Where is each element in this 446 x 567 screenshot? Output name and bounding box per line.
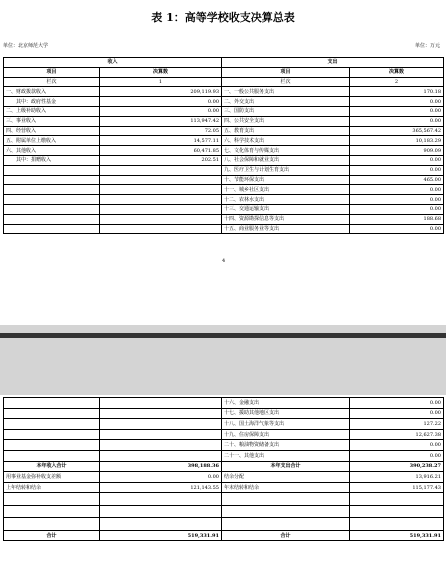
- expense-item-cell: 十八、国土海洋气象等支出: [222, 419, 350, 430]
- income-amount-cell: 72.05: [100, 126, 222, 136]
- expense-amount-cell: 12,627.38: [350, 429, 444, 440]
- expense-item-cell: 十三、交通运输支出: [222, 204, 350, 214]
- income-amount-cell: [100, 224, 222, 234]
- expense-amount-cell: 0.00: [350, 450, 444, 461]
- table-row: [4, 136, 444, 146]
- expense-item-cell: 十五、商业服务业等支出: [222, 224, 350, 234]
- expense-amount-cell: 0.00: [350, 204, 444, 214]
- income-item-cell: 用事业基金弥补收支差额: [4, 472, 100, 483]
- expense-amount-cell: 188.68: [350, 214, 444, 224]
- table-column-number-row: [4, 77, 444, 87]
- expense-item-cell: 十七、援助其他地区支出: [222, 408, 350, 419]
- income-item-cell: [4, 518, 100, 531]
- table-row: [4, 505, 444, 518]
- income-item-cell: 六、其他收入: [4, 146, 100, 156]
- income-amount-cell: [100, 450, 222, 461]
- table-row: [4, 224, 444, 234]
- table-row: [4, 204, 444, 214]
- income-item-cell: [4, 408, 100, 419]
- income-item-cell: [4, 493, 100, 506]
- income-amount-cell: [100, 440, 222, 451]
- budget-table-page-1: [3, 57, 444, 234]
- table-row: [4, 398, 444, 409]
- expense-item-cell: 十、节能环保支出: [222, 175, 350, 185]
- income-seq-label: 栏次: [4, 77, 100, 87]
- expense-amount-cell: 0.00: [350, 440, 444, 451]
- income-amount-cell: [100, 214, 222, 224]
- table-row: [4, 87, 444, 97]
- expense-item-cell: 十一、城乡社区支出: [222, 185, 350, 195]
- table-row: [4, 419, 444, 430]
- expense-amount-cell: 13,916.21: [350, 472, 444, 483]
- table-row: [4, 165, 444, 175]
- income-amount-cell: [100, 505, 222, 518]
- expense-seq-label: 栏次: [222, 77, 350, 87]
- expense-amount-cell: 0.00: [350, 165, 444, 175]
- expense-amount-cell: 10,183.29: [350, 136, 444, 146]
- expense-amount-cell: 0.00: [350, 398, 444, 409]
- income-item-cell: 一、财政拨款收入: [4, 87, 100, 97]
- expense-item-cell: 十六、金融支出: [222, 398, 350, 409]
- income-item-cell: [4, 450, 100, 461]
- expense-amount-cell: 170.18: [350, 87, 444, 97]
- income-item-cell: 合计: [4, 530, 100, 541]
- expense-item-cell: 二、外交支出: [222, 97, 350, 107]
- income-amount-cell: 121,143.55: [100, 482, 222, 493]
- expense-item-cell: 九、医疗卫生与计划生育支出: [222, 165, 350, 175]
- table-column-header: [4, 67, 444, 77]
- budget-table-page-2: [3, 397, 444, 541]
- table-row: [4, 408, 444, 419]
- expense-amount-cell: 0.00: [350, 116, 444, 126]
- table-row: [4, 493, 444, 506]
- table-row: [4, 440, 444, 451]
- currency-unit: 单位：万元: [414, 43, 440, 49]
- income-item-cell: [4, 224, 100, 234]
- income-amount-cell: [100, 175, 222, 185]
- table-row: [4, 185, 444, 195]
- expense-amount-header: 决算数: [350, 67, 444, 77]
- expense-amount-cell: 127.22: [350, 419, 444, 430]
- income-item-cell: [4, 175, 100, 185]
- table-row: [4, 195, 444, 205]
- income-amount-cell: [100, 408, 222, 419]
- income-amount-cell: 209,119.93: [100, 87, 222, 97]
- income-amount-cell: [100, 185, 222, 195]
- table-row: [4, 214, 444, 224]
- table-row: [4, 97, 444, 107]
- income-item-cell: 其中：捐赠收入: [4, 155, 100, 165]
- expense-item-cell: 二十、粮油物资储备支出: [222, 440, 350, 451]
- income-amount-cell: 0.00: [100, 106, 222, 116]
- income-amount-cell: [100, 398, 222, 409]
- expense-amount-cell: [350, 493, 444, 506]
- income-amount-cell: 14,577.11: [100, 136, 222, 146]
- income-item-cell: [4, 165, 100, 175]
- income-item-cell: 三、事业收入: [4, 116, 100, 126]
- report-title: 表 1：高等学校收支决算总表: [151, 11, 295, 24]
- expense-item-cell: 十九、住房保障支出: [222, 429, 350, 440]
- expense-item-cell: 六、科学技术支出: [222, 136, 350, 146]
- expense-item-cell: 十二、农林水支出: [222, 195, 350, 205]
- income-amount-cell: 398,188.36: [100, 461, 222, 472]
- expense-amount-cell: 115,177.43: [350, 482, 444, 493]
- expense-item-cell: 结余分配: [222, 472, 350, 483]
- table-row: [4, 146, 444, 156]
- income-col-number: 1: [100, 77, 222, 87]
- reporting-unit: 单位：北京师范大学: [3, 43, 49, 49]
- table-row: [4, 461, 444, 472]
- income-item-cell: [4, 195, 100, 205]
- expense-item-cell: [222, 505, 350, 518]
- expense-item-cell: 十四、资源勘探信息等支出: [222, 214, 350, 224]
- expense-item-cell: 五、教育支出: [222, 126, 350, 136]
- income-amount-cell: 0.00: [100, 97, 222, 107]
- expense-amount-cell: 390,238.27: [350, 461, 444, 472]
- expense-item-cell: 八、社会保障和就业支出: [222, 155, 350, 165]
- expense-item-cell: 二十一、其他支出: [222, 450, 350, 461]
- table-row: [4, 472, 444, 483]
- income-item-cell: 四、经营收入: [4, 126, 100, 136]
- expense-amount-cell: [350, 505, 444, 518]
- table-section-header: [4, 58, 444, 68]
- income-amount-cell: 60,471.85: [100, 146, 222, 156]
- income-amount-cell: [100, 429, 222, 440]
- income-item-cell: [4, 440, 100, 451]
- expense-amount-cell: 909.09: [350, 146, 444, 156]
- table-row: [4, 116, 444, 126]
- expense-amount-cell: 0.00: [350, 185, 444, 195]
- table-row: [4, 126, 444, 136]
- income-item-cell: [4, 398, 100, 409]
- expense-item-cell: 本年支出合计: [222, 461, 350, 472]
- expense-col-number: 2: [350, 77, 444, 87]
- income-item-cell: [4, 429, 100, 440]
- income-amount-cell: [100, 165, 222, 175]
- expense-item-header: 项目: [222, 67, 350, 77]
- expense-amount-cell: 0.00: [350, 224, 444, 234]
- page-number: 4: [222, 258, 226, 264]
- expense-item-cell: 年末结转和结余: [222, 482, 350, 493]
- table-row: [4, 429, 444, 440]
- income-item-cell: 五、附属单位上缴收入: [4, 136, 100, 146]
- income-amount-cell: 519,331.91: [100, 530, 222, 541]
- income-item-cell: [4, 419, 100, 430]
- separator-bar: [0, 333, 446, 338]
- expense-item-cell: [222, 518, 350, 531]
- expense-amount-cell: 519,331.91: [350, 530, 444, 541]
- income-item-cell: 上年结转和结余: [4, 482, 100, 493]
- expense-amount-cell: 0.00: [350, 106, 444, 116]
- income-item-cell: 二、上级补助收入: [4, 106, 100, 116]
- expense-item-cell: [222, 493, 350, 506]
- table-row: [4, 175, 444, 185]
- income-item-cell: 本年收入合计: [4, 461, 100, 472]
- expense-amount-cell: 0.00: [350, 408, 444, 419]
- income-amount-cell: [100, 204, 222, 214]
- income-amount-cell: [100, 419, 222, 430]
- table-row: [4, 518, 444, 531]
- income-item-cell: [4, 204, 100, 214]
- income-amount-cell: [100, 195, 222, 205]
- expense-amount-cell: [350, 518, 444, 531]
- income-item-cell: [4, 505, 100, 518]
- expense-item-cell: 七、文化体育与传媒支出: [222, 146, 350, 156]
- income-amount-cell: [100, 493, 222, 506]
- expense-item-cell: 三、国防支出: [222, 106, 350, 116]
- income-amount-cell: 0.00: [100, 472, 222, 483]
- income-item-cell: [4, 214, 100, 224]
- income-item-header: 项目: [4, 67, 100, 77]
- expense-amount-cell: 0.00: [350, 97, 444, 107]
- report-page-2: [0, 395, 446, 567]
- table-row: [4, 482, 444, 493]
- income-amount-cell: 113,947.42: [100, 116, 222, 126]
- income-item-cell: 其中：政府性基金: [4, 97, 100, 107]
- expense-amount-cell: 0.00: [350, 155, 444, 165]
- expense-item-cell: 四、公共安全支出: [222, 116, 350, 126]
- page-separator: [0, 325, 446, 395]
- income-header: 收入: [4, 58, 222, 68]
- expense-header: 支出: [222, 58, 444, 68]
- income-item-cell: [4, 185, 100, 195]
- table-row: [4, 106, 444, 116]
- expense-amount-cell: 0.00: [350, 195, 444, 205]
- expense-amount-cell: 365,567.42: [350, 126, 444, 136]
- table-row: [4, 450, 444, 461]
- income-amount-cell: [100, 518, 222, 531]
- expense-item-cell: 合计: [222, 530, 350, 541]
- expense-amount-cell: 465.00: [350, 175, 444, 185]
- table-row: [4, 530, 444, 541]
- income-amount-header: 决算数: [100, 67, 222, 77]
- income-amount-cell: 202.51: [100, 155, 222, 165]
- expense-item-cell: 一、一般公共服务支出: [222, 87, 350, 97]
- table-row: [4, 155, 444, 165]
